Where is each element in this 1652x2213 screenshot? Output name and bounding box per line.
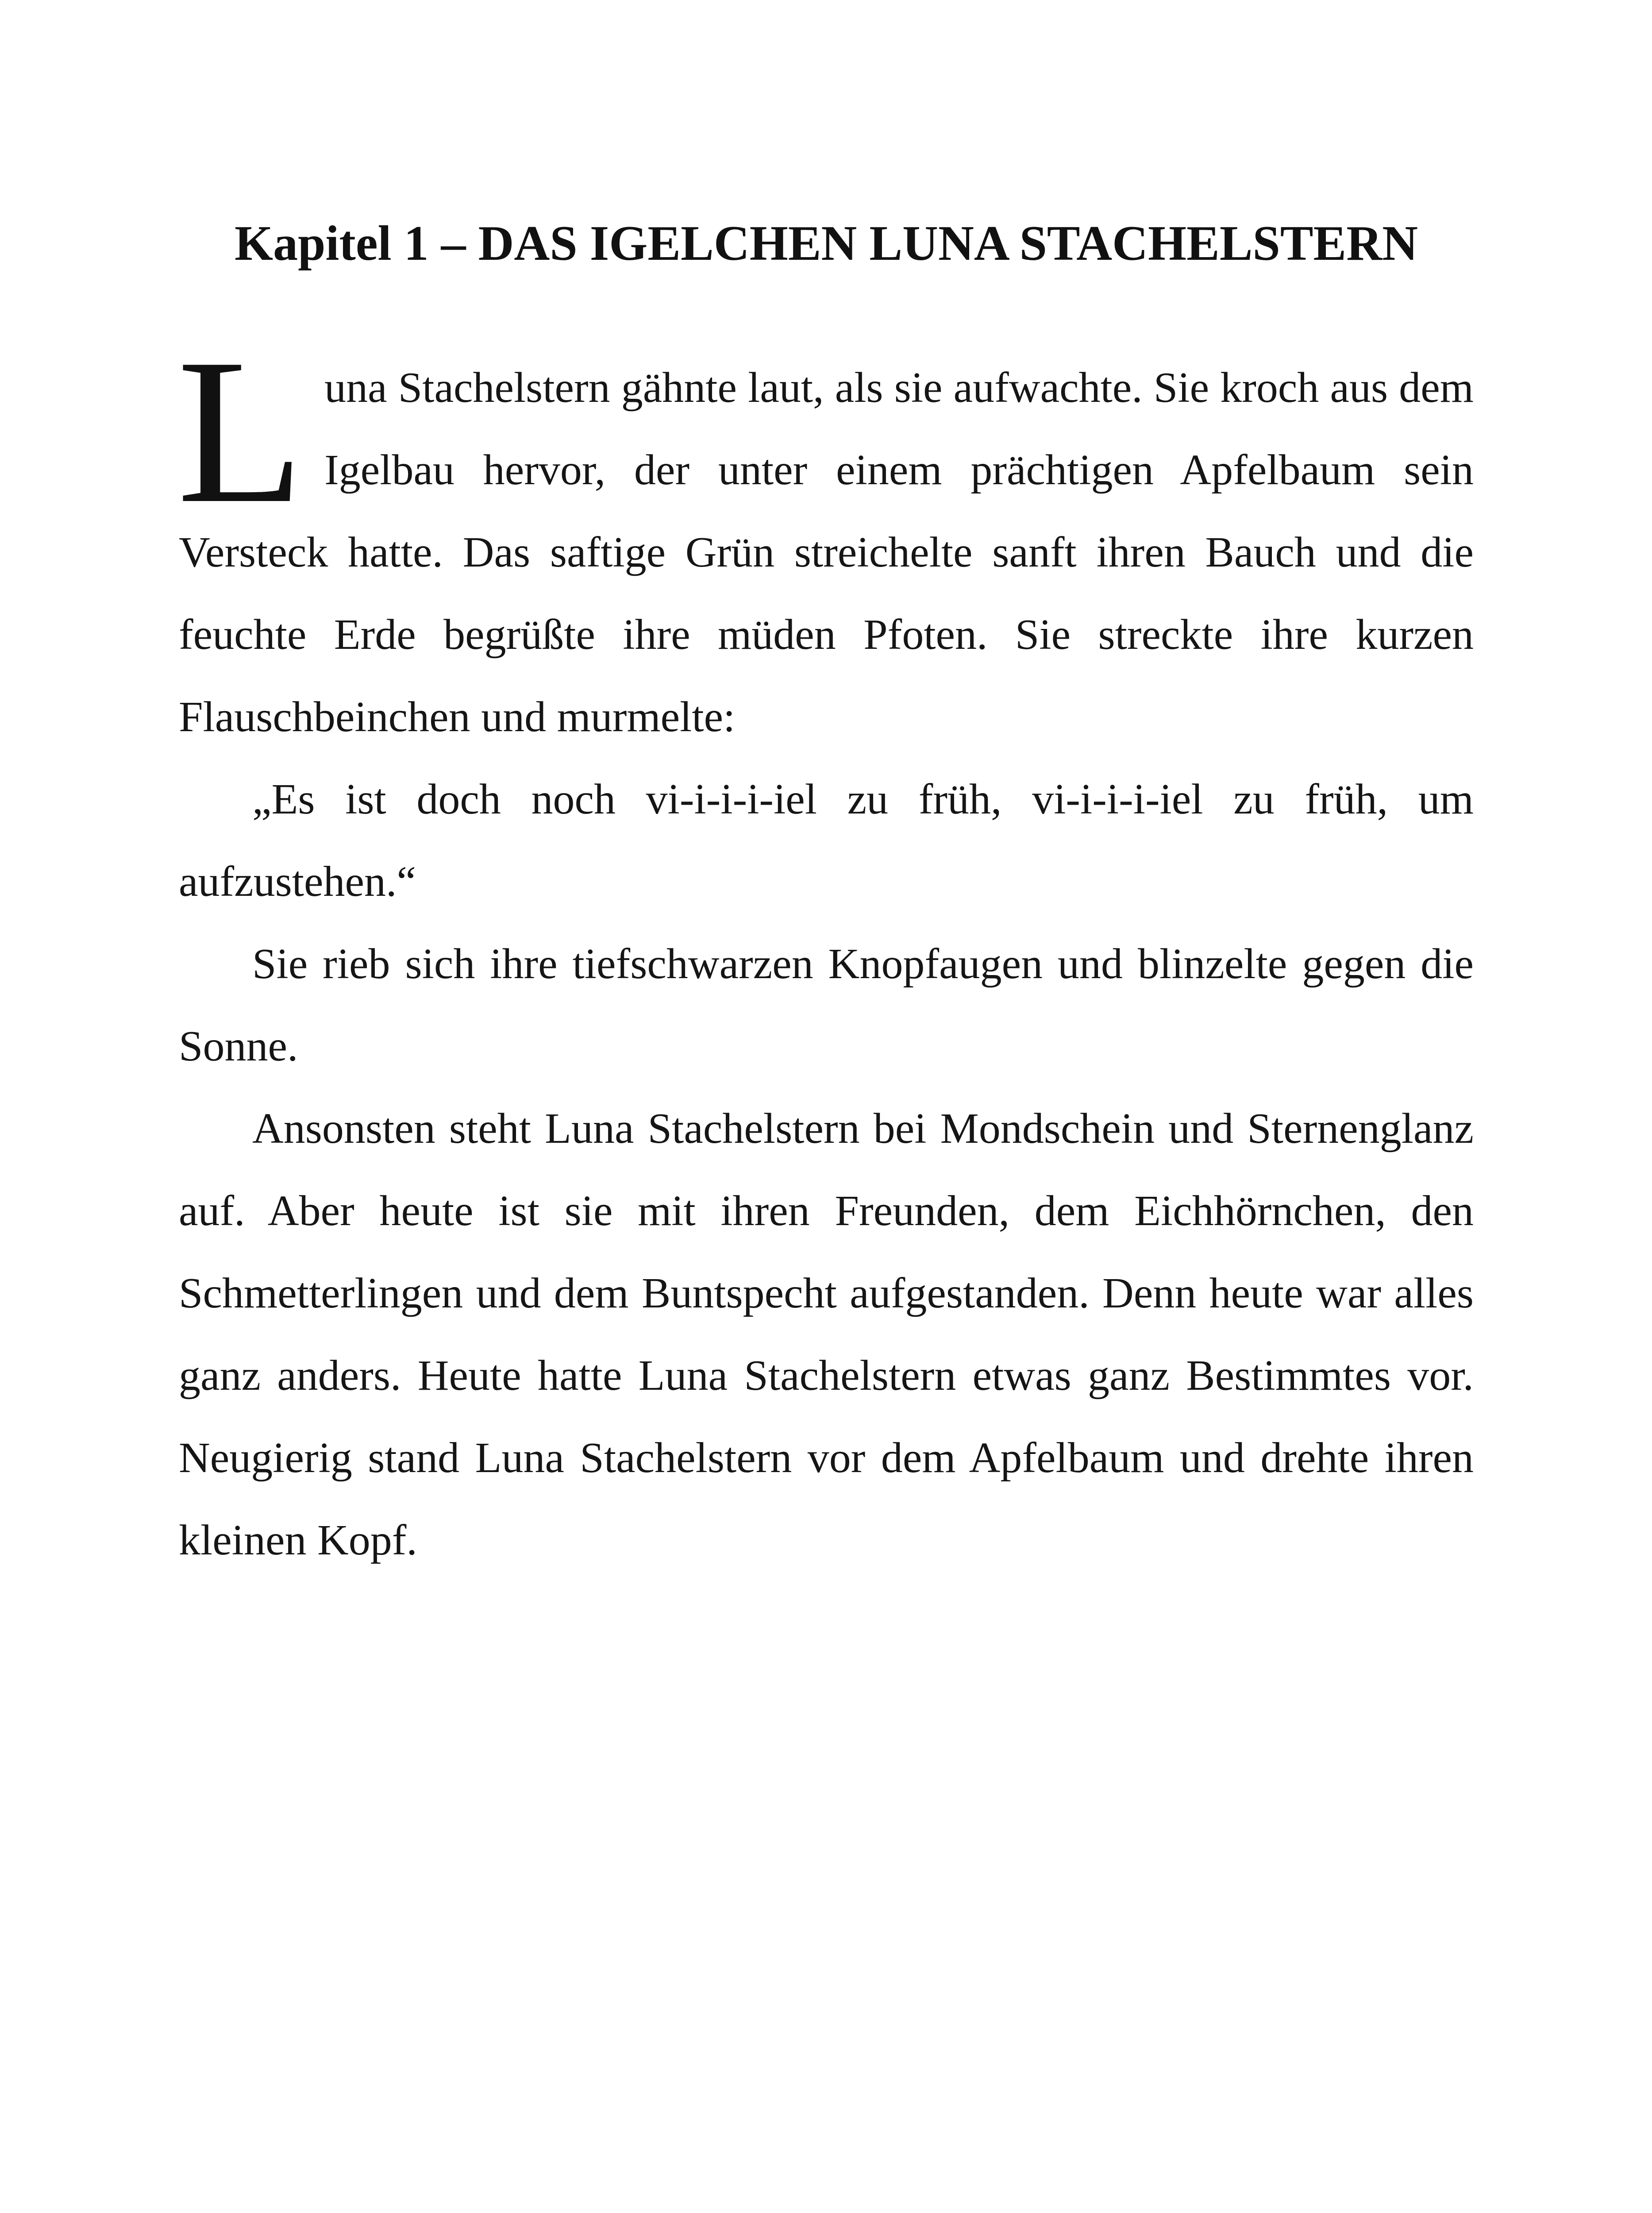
- paragraph-3: Sie rieb sich ihre tiefschwarzen Knopfaugen und blinzelte gegen die Sonne.: [179, 940, 1474, 1070]
- drop-cap-letter: L: [177, 316, 304, 546]
- paragraph-1-text: una Stachelstern gähnte laut, als sie aufwachte. Sie kroch aus dem Igelbau hervor, der unter einem prächtigen Apfelbaum sein Versteck hatte. Das saftige Grün streichelte sanft ihren Bauch und die feuchte Erde begrüßte ihre müden Pfoten. Sie streckte ihre kurzen Flauschbeinchen und murmelte:: [179, 364, 1474, 741]
- chapter-title: Kapitel 1 – DAS IGELCHEN LUNA STACHELSTERN: [235, 216, 1418, 271]
- paragraph-4: Ansonsten steht Luna Stachelstern bei Mondschein und Sternenglanz auf. Aber heute ist sie mit ihren Freunden, dem Eichhörnchen, den Schmetterlingen und dem Buntspecht aufgestanden. Denn heute war alles ganz anders. Heute hatte Luna Stachelstern etwas ganz Bestimmtes vor. Neugierig stand Luna Stachelstern vor dem Apfelbaum und drehte ihren kleinen Kopf.: [179, 1105, 1474, 1564]
- chapter-text: [177, 316, 1474, 1581]
- paragraph-1: [177, 316, 1474, 758]
- paragraph-2: „Es ist doch noch vi-i-i-i-iel zu früh, vi-i-i-i-iel zu früh, um aufzustehen.“: [179, 775, 1474, 906]
